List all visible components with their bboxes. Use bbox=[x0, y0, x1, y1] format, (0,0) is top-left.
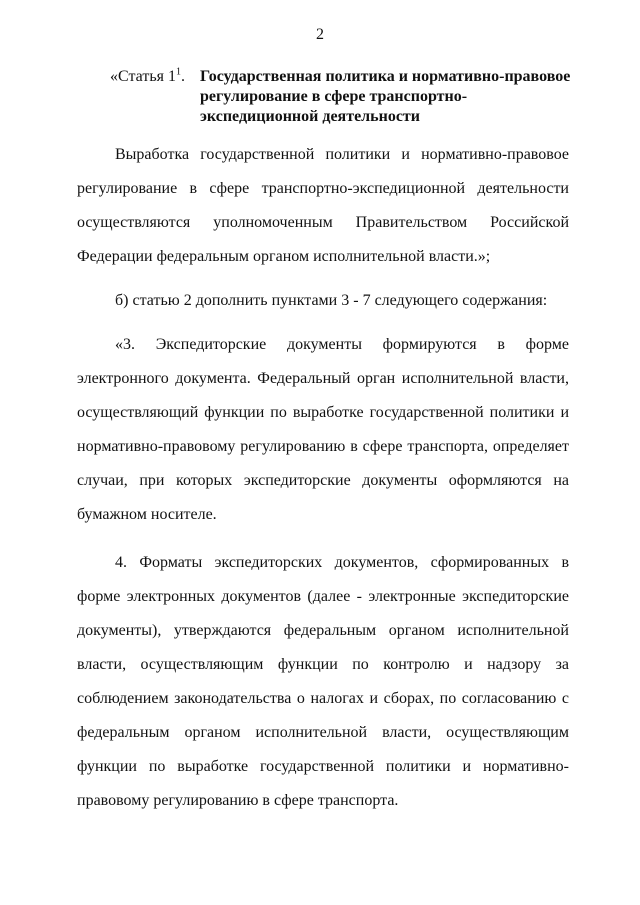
paragraph-amendment: б) статью 2 дополнить пунктами 3 - 7 следующего содержания: bbox=[115, 292, 548, 309]
article-label-prefix: «Статья 1 bbox=[110, 68, 176, 85]
article-label-suffix: . bbox=[180, 68, 185, 85]
article-label bbox=[110, 67, 185, 87]
paragraph-point-3: «3. Экспедиторские документы формируются в форме электронного документа. Федеральный орган исполнительной власти, осуществляющий функции по выработке государственной политики и нормативно-правовому регулированию в сфере транспорта, определяет случаи, при которых экспедиторские документы оформляются на бумажном носителе. bbox=[77, 336, 569, 523]
article-title: Государственная политика и нормативно-правовое регулирование в сфере транспортно-экспедиционной деятельности bbox=[200, 68, 571, 125]
paragraph-policy: Выработка государственной политики и нормативно-правовое регулирование в сфере транспортно-экспедиционной деятельности осуществляются уполномоченным Правительством Российской Федерации федеральным органом исполнительной власти.»; bbox=[77, 146, 569, 265]
paragraph-point-4: 4. Форматы экспедиторских документов, сформированных в форме электронных документов (далее - электронные экспедиторские документы), утверждаются федеральным органом исполнительной власти, осуществляющим функции по контролю и надзору за соблюдением законодательства о налогах и сборах, по согласованию с федеральным органом исполнительной власти, осуществляющим функции по выработке государственной политики и нормативно-правовому регулированию в сфере транспорта. bbox=[77, 554, 569, 809]
document-body bbox=[77, 138, 569, 818]
page-number: 2 bbox=[316, 26, 324, 43]
article-label-superscript: 1 bbox=[175, 66, 181, 78]
